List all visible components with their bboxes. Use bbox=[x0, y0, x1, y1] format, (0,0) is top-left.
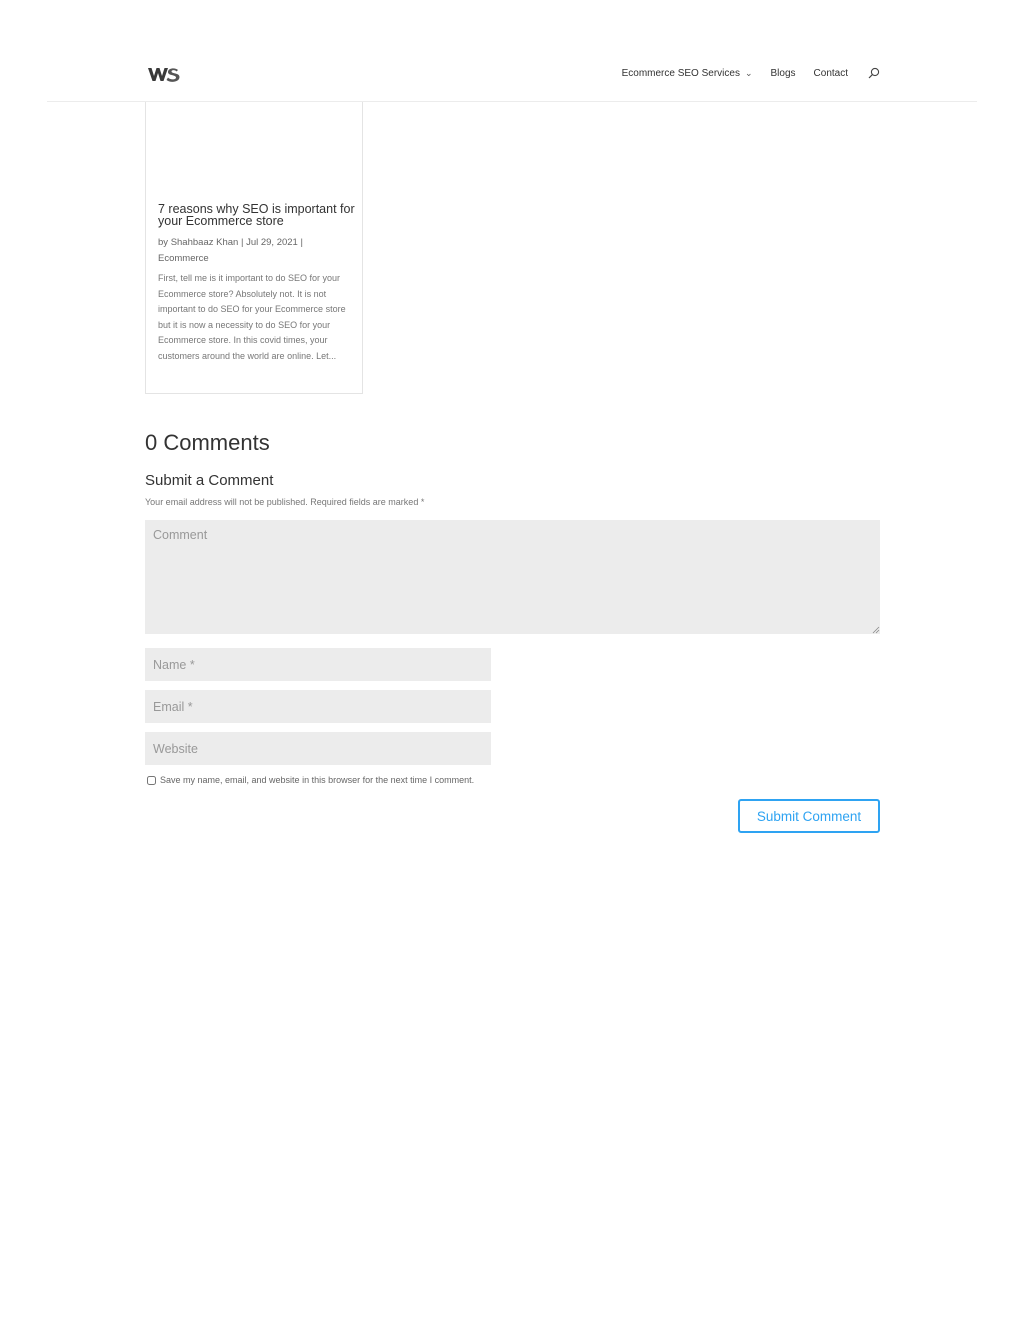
nav-item-ecommerce-seo-services[interactable] bbox=[622, 68, 753, 79]
resize-handle-icon[interactable] bbox=[872, 626, 880, 634]
post-category[interactable]: Ecommerce bbox=[158, 252, 209, 264]
website-field[interactable] bbox=[145, 732, 491, 765]
nav-item-label: Ecommerce SEO Services bbox=[621, 67, 740, 79]
comment-field-wrap bbox=[145, 520, 880, 634]
email-field[interactable] bbox=[145, 690, 491, 723]
reply-title: Submit a Comment bbox=[145, 472, 274, 489]
nav-item-label: Contact bbox=[813, 67, 848, 79]
consent-label: Save my name, email, and website in this browser for the next time I comment. bbox=[160, 775, 475, 785]
meta-by: by bbox=[158, 237, 169, 248]
meta-separator: | bbox=[240, 237, 244, 248]
post-excerpt: First, tell me is it important to do SEO for your Ecommerce store? Absolutely not. It is not important to do SEO for your Ecommerce store but it is now a necessity to do SEO for your Ecommerce store. In this covid times, your customers around the world are online. Let... bbox=[158, 273, 346, 361]
comment-notes: Your email address will not be published. Required fields are marked * bbox=[145, 497, 425, 507]
comments-count: 0 Comments bbox=[145, 430, 270, 455]
consent-checkbox[interactable] bbox=[147, 776, 156, 785]
name-field[interactable] bbox=[145, 648, 491, 681]
nav-item-contact[interactable] bbox=[814, 68, 848, 79]
post-title[interactable]: 7 reasons why SEO is important for your Ecommerce store bbox=[158, 202, 355, 228]
site-logo[interactable] bbox=[147, 64, 181, 84]
nav-item-label: Blogs bbox=[770, 67, 796, 79]
post-date: Jul 29, 2021 bbox=[246, 237, 298, 248]
post-meta bbox=[158, 235, 353, 266]
main-nav bbox=[622, 67, 880, 79]
post-author[interactable]: Shahbaaz Khan bbox=[170, 237, 239, 248]
meta-separator: | bbox=[300, 237, 303, 248]
chevron-down-icon: ⌄ bbox=[744, 67, 753, 78]
site-header bbox=[47, 46, 977, 102]
ws-logo-icon bbox=[147, 64, 181, 84]
submit-comment-button[interactable]: Submit Comment bbox=[738, 799, 880, 833]
search-icon[interactable] bbox=[868, 67, 880, 79]
consent-row bbox=[147, 775, 474, 785]
nav-item-blogs[interactable] bbox=[771, 68, 796, 79]
comment-textarea[interactable] bbox=[145, 520, 880, 634]
